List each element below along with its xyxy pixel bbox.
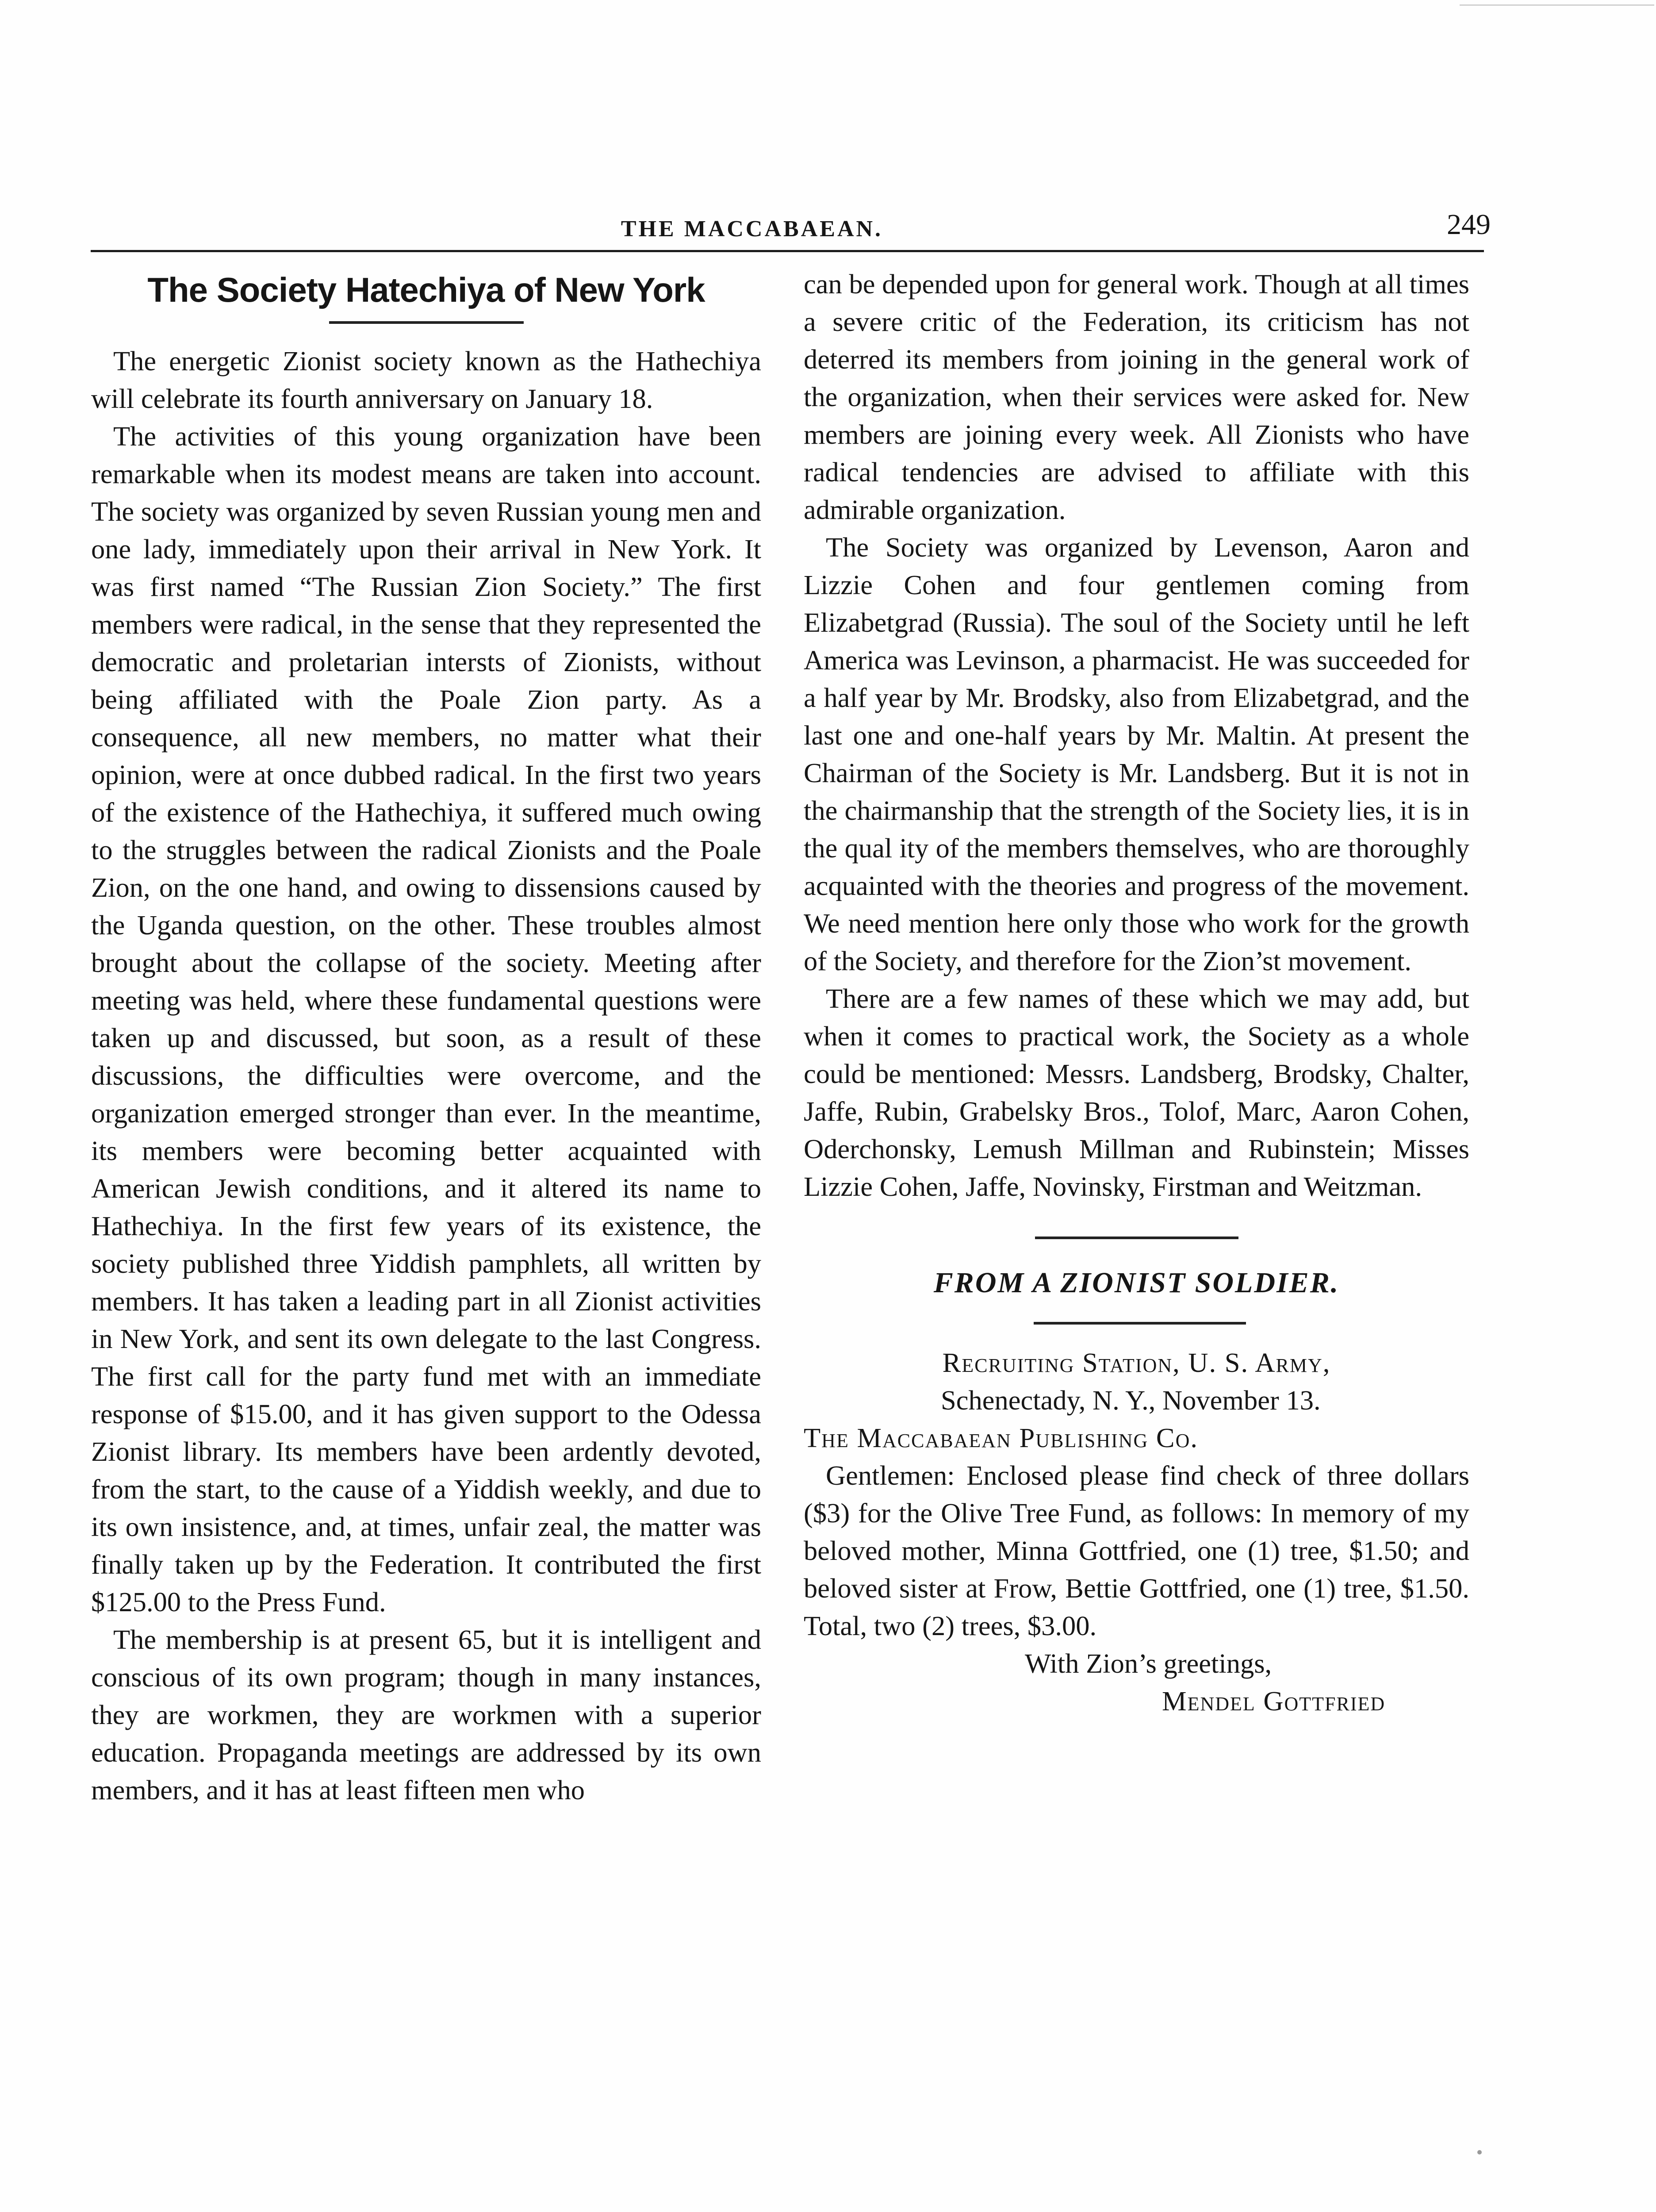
letter-title: FROM A ZIONIST SOLDIER. xyxy=(933,1267,1340,1299)
letter-title-rule xyxy=(1034,1322,1246,1325)
article-paragraph: There are a few names of these which we may add, but when it comes to practical work, the Society as a whole could be mentioned: Messrs. Landsberg, Brodsky, Chalter, Jaffe, Rubin, Grabelsky Bros., Tolof, Marc, Aaron Cohen, Oderchonsky, Lemush Millman and Rubinstein; Misses Lizzie Cohen, Jaffe, Novinsky, Firstman and Weitzman. xyxy=(804,983,1469,1202)
letter-body: Gentlemen: Enclosed please find check of three dollars ($3) for the Olive Tree Fund, as follows: In memory of my beloved mother, Minna Gottfried, one (1) tree, $1.50; and beloved sister at Frow, Bettie Gottfried, one (1) tree, $1.50. Total, two (2) trees, $3.00. xyxy=(804,1460,1469,1641)
letter-station-line: Recruiting Station, U. S. Army, xyxy=(942,1347,1331,1378)
left-column xyxy=(91,265,761,1809)
article-paragraph: The energetic Zionist society known as the Hathechiya will celebrate its fourth anniversary on January 18. xyxy=(91,346,761,414)
letter-signature: Mendel Gottfried xyxy=(1162,1686,1386,1717)
article-paragraph: The membership is at present 65, but it is intelligent and conscious of its own program; though in many instances, they are workmen, they are workmen with a superior education. Propaganda meetings are addressed by its own members, and it has at least fifteen men who xyxy=(91,1624,761,1805)
header-rule xyxy=(91,250,1484,252)
article-paragraph: The Society was organized by Levenson, Aaron and Lizzie Cohen and four gentlemen coming from Elizabetgrad (Russia). The soul of the Society until he left America was Levinson, a pharmacist. He was succeeded for a half year by Mr. Brodsky, also from Elizabetgrad, and the last one and one-half years by Mr. Maltin. At present the Chairman of the Society is Mr. Landsberg. But it is not in the chairmanship that the strength of the Society lies, it is in the qual ity of the members themselves, who are thoroughly acquainted with the theories and progress of the movement. We need mention here only those who work for the growth of the Society, and therefore for the Zion’st movement. xyxy=(804,532,1469,976)
letter-addressee: The Maccabaean Publishing Co. xyxy=(804,1422,1199,1453)
article-title: The Society Hatechiya of New York xyxy=(147,270,705,309)
scan-edge-mark xyxy=(1460,4,1654,6)
letter-closing: With Zion’s greetings, xyxy=(1025,1648,1272,1679)
article-paragraph: The activities of this young organization have been remarkable when its modest means are taken into account. The society was organized by seven Russian young men and one lady, immediately upon their arrival in New York. It was first named “The Russian Zion Society.” The first members were radical, in the sense that they represented the democratic and proletarian intersts of Zionists, without being affiliated with the Poale Zion party. As a consequence, all new members, no matter what their opinion, were at once dubbed radical. In the first two years of the existence of the Hathechiya, it suffered much owing to the struggles between the radical Zionists and the Poale Zion, on the one hand, and owing to dissensions caused by the Uganda question, on the other. These troubles almost brought about the collapse of the society. Meeting after meeting was held, where these fundamental questions were taken up and discussed, but soon, as a result of these discussions, the difficulties were overcome, and the organization emerged stronger than ever. In the meantime, its members were becoming better acquainted with American Jewish conditions, and it altered its name to Hathechiya. In the first few years of its existence, the society published three Yiddish pamphlets, all written by members. It has taken a leading part in all Zionist activities in New York, and sent its own delegate to the last Congress. The first call for the party fund met with an immediate response of $15.00, and it has given support to the Odessa Zionist library. Its members have been ardently devoted, from the start, to the cause of a Yiddish weekly, and due to its own insistence, and, at times, unfair zeal, the matter was finally taken up by the Federation. It contributed the first $125.00 to the Press Fund. xyxy=(91,421,761,1617)
article-continuation: can be depended upon for general work. Though at all times a severe critic of the Federation, its criticism has not deterred its members from joining in the general work of the organization, when their services were asked for. New members are joining every week. All Zionists who have radical tendencies are advised to affiliate with this admirable organization. xyxy=(804,269,1469,525)
scan-speck xyxy=(1477,2150,1482,2154)
right-column xyxy=(804,265,1469,1720)
page-number: 249 xyxy=(1447,208,1491,241)
title-rule xyxy=(329,321,524,324)
running-head: THE MACCABAEAN. xyxy=(621,216,883,242)
letter-place-date: Schenectady, N. Y., November 13. xyxy=(941,1385,1321,1416)
section-rule xyxy=(1035,1237,1238,1239)
